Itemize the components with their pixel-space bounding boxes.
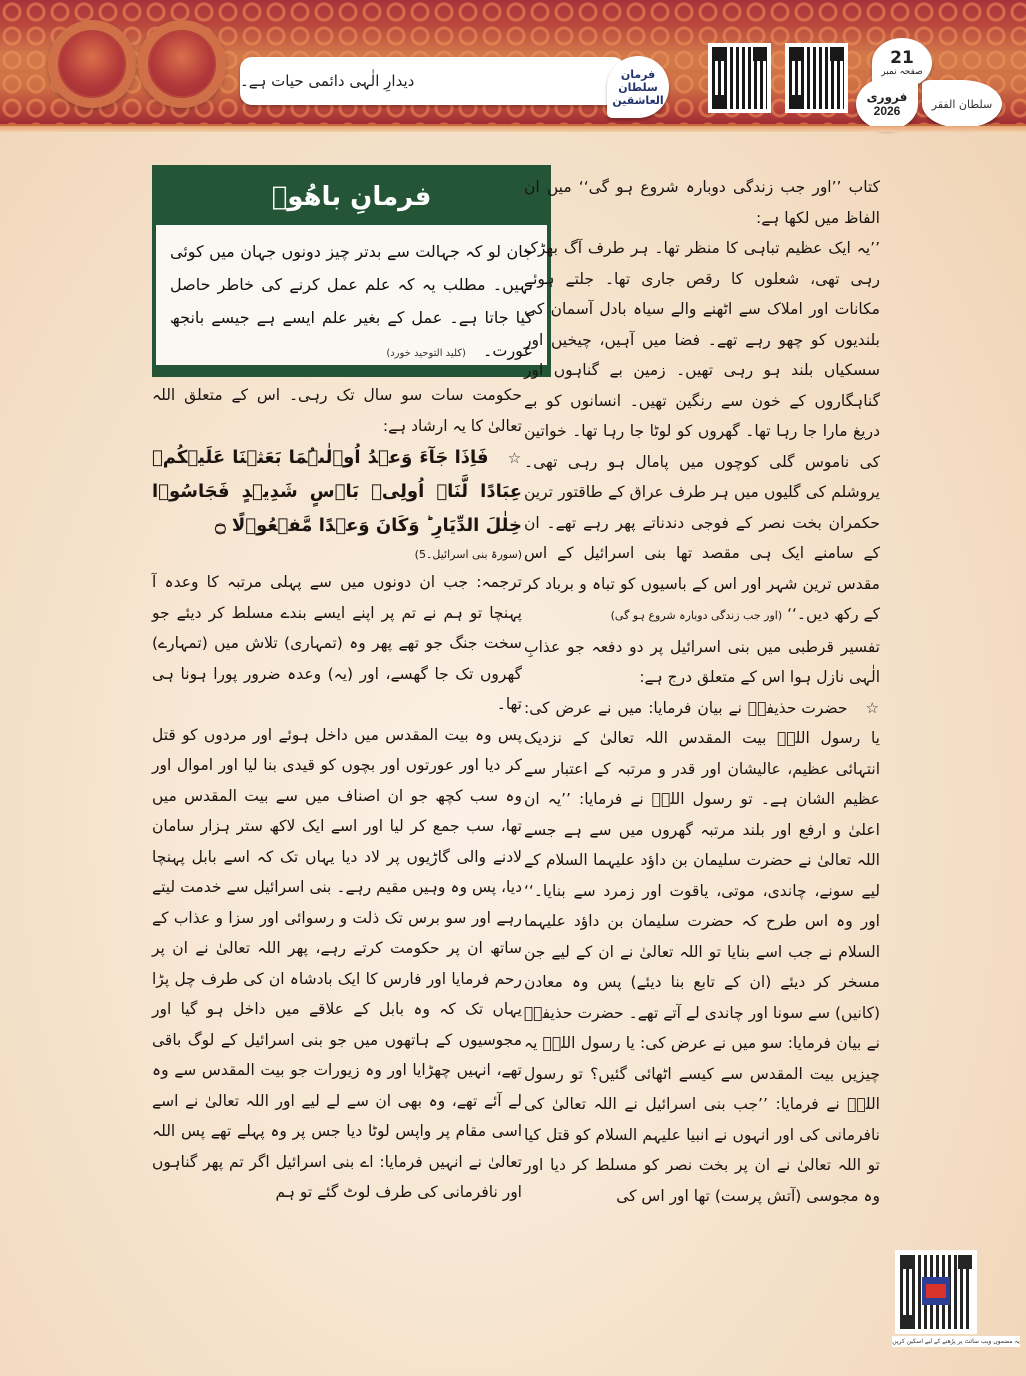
decorative-ring-icon — [48, 20, 136, 108]
paragraph-quote: ’’یہ ایک عظیم تباہی کا منظر تھا۔ ہر طرف آگ بھڑک رہی تھی، شعلوں کا رقص جاری تھا۔ جلتے ہوئے مکانات اور املاک سے اٹھنے والے سیاہ بادل آسمان کی بلندیوں کو چھو رہے تھے۔ فضا میں آہیں، چیخیں اور سسکیاں بلند ہو رہی تھیں۔ زمین بے گناہوں اور گناہگاروں کے خون سے رنگین تھیں۔ انسانوں کو بے دریغ مارا جا رہا تھا۔ گھروں کو لوٹا جا رہا تھا۔ خواتین کی ناموس گلی کوچوں میں پامال ہو رہی تھی۔ یروشلم کی گلیوں میں ہر طرف عراق کے طاقتور ترین حکمران بخت نصر کے فوجی دندناتے پھر رہے تھے۔ ان کے سامنے ایک ہی مقصد تھا بنی اسرائیل کے اس مقدس ترین شہر اور اس کے باسیوں کو تباہ و برباد کر کے رکھ دیں۔‘‘ (اور جب زندگی دوبارہ شروع ہو گی) — [524, 239, 880, 623]
paragraph: تفسیر قرطبی میں بنی اسرائیل پر دو دفعہ جو عذابِ الٰہی نازل ہوا اس کے متعلق درج ہے: — [524, 637, 880, 686]
article-qr-code-icon[interactable] — [895, 1250, 977, 1334]
star-icon: ☆ — [865, 698, 880, 717]
translation: ترجمہ: جب ان دونوں میں سے پہلی مرتبہ کا وعدہ آ پہنچا تو ہم نے تم پر اپنے ایسے بندے مسلط کر دیئے جو سخت جنگ جو تھے پھر وہ (تمہاری) تلاش میں (تمہارے) گھروں تک جا گھسے، اور (یہ) وعدہ ضرور پورا ہونا ہی تھا۔ — [152, 573, 522, 713]
farman-title: فرمانِ باھُوؒ — [271, 182, 432, 212]
farman-reference: (کلید التوحید خورد) — [386, 348, 466, 359]
paragraph: کتاب ’’اور جب زندگی دوبارہ شروع ہو گی‘‘ میں ان الفاظ میں لکھا ہے: — [524, 178, 880, 227]
paragraph: حکومت سات سو سال تک رہی۔ اس کے متعلق اللہ تعالیٰ کا یہ ارشاد ہے: — [152, 386, 522, 435]
quote-banner — [240, 57, 625, 105]
magazine-logo-icon — [922, 1277, 950, 1305]
decorative-ring-icon — [138, 20, 226, 108]
farman-text: جان لو کہ جہالت سے بدتر چیز دونوں جہان میں کوئی نہیں۔ مطلب یہ کہ علم عمل کرنے کی خاطر حاصل کیا جاتا ہے۔ عمل کے بغیر علم ایسے ہے جیسے بانجھ عورت۔ — [170, 242, 533, 360]
left-column — [152, 380, 522, 1208]
issue-year: 2026 — [873, 104, 901, 118]
page-number-label: صفحہ نمبر — [881, 66, 923, 77]
right-column — [524, 172, 880, 1211]
issue-date-badge — [856, 78, 918, 130]
header-band — [0, 0, 1026, 128]
farman-body — [156, 225, 547, 365]
verse-reference: (سورۃ بنی اسرائیل۔5) — [414, 548, 522, 561]
qr-code-icon[interactable] — [785, 43, 848, 113]
quran-verse: ☆ فَاِذَا جَآءَ وَعۡدُ اُوۡلٰىہُمَا بَعَثۡنَا عَلَيۡكُمۡ عِبَادًا لَّنَاۤ اُولِىۡ بَاۡسٍ شَدِيۡدٍ فَجَاسُوۡا خِلٰلَ الدِّيَارِ ؕ وَكَانَ وَعۡدًا مَّفۡعُوۡلًا ۝ — [152, 447, 522, 536]
page-number: 21 — [890, 47, 914, 68]
quote-reference: (اور جب زندگی دوبارہ شروع ہو گی) — [610, 609, 783, 622]
banner-text: دیدارِ الٰہی دائمی حیات ہے۔ — [240, 72, 415, 90]
farman-badge — [607, 56, 669, 118]
farman-box — [152, 165, 551, 377]
magazine-logo-badge — [922, 80, 1002, 128]
qr-caption: یہ مضمون ویب سائٹ پر پڑھنے کے لیے اسکین کریں — [892, 1338, 1020, 1345]
issue-month: فروری — [866, 90, 908, 104]
qr-code-icon[interactable] — [708, 43, 771, 113]
magazine-name: سلطان الفقر — [931, 97, 993, 111]
paragraph: پس وہ بیت المقدس میں داخل ہوئے اور مردوں کو قتل کر دیا اور عورتوں اور بچوں کو قیدی بنا لیا اور اموال اور وہ سب کچھ جو ان اصناف میں سے بیت المقدس میں تھا، سب جمع کر لیا اور اسے ایک لاکھ ستر ہزار سامان لادنے والی گاڑیوں پر لاد دیا یہاں تک کہ اسے بابل پہنچا دیا، پس وہ وہیں مقیم رہے۔ بنی اسرائیل سے خدمت لیتے رہے اور سو برس تک ذلت و رسوائی اور سزا و عذاب کے ساتھ ان پر حکومت کرتے رہے، پھر اللہ تعالیٰ نے ان پر رحم فرمایا اور فارس کا ایک بادشاہ ان کی طرف چل پڑا یہاں تک کہ وہ بابل کے علاقے میں داخل ہو گیا اور مجوسیوں کے ہاتھوں میں جو بنی اسرائیل کے لوگ باقی تھے، انہیں چھڑایا اور وہ زیورات جو بیت المقدس سے وہ لے آئے تھے، وہ بھی ان سے لے لیے اور اللہ تعالیٰ نے اسے اسی مقام پر واپس لوٹا دیا جس پر وہ پہلے تھے پس اللہ تعالیٰ نے انہیں فرمایا: اے بنی اسرائیل اگر تم پھر گناہوں اور نافرمانی کی طرف لوٹ گئے تو ہم — [152, 725, 522, 1201]
farman-badge-line1: فرمان — [620, 67, 656, 81]
paragraph-hadith: ☆ حضرت حذیفہؓ نے بیان فرمایا: میں نے عرض کی: یا رسول اللہؐ بیت المقدس اللہ تعالیٰ کے نزدیک انتہائی عظیم، عالیشان اور قدر و مرتبہ کے اعتبار سے عظیم الشان ہے۔ تو رسول اللہؐ نے فرمایا: ’’یہ ان اعلیٰ و ارفع اور بلند مرتبہ گھروں میں سے ہے جسے اللہ تعالیٰ نے حضرت سلیمان بن داؤد علیہما السلام کے لیے سونے، چاندی، موتی، یاقوت اور زمرد سے بنایا۔‘‘ اور وہ اس طرح کہ حضرت سلیمان بن داؤد علیہما السلام نے جب اسے بنایا تو اللہ تعالیٰ نے ان کے لیے جن مسخر کر دیئے (ان کے تابع بنا دیئے) پس وہ معادن (کانیں) سے سونا اور چاندی لے آتے تھے۔ حضرت حذیفہؓ نے بیان فرمایا: سو میں نے عرض کی: یا رسول اللہؐ یہ چیزیں بیت المقدس سے کیسے اٹھائی گئیں؟ تو رسول اللہؐ نے فرمایا: ’’جب بنی اسرائیل نے اللہ تعالیٰ کی نافرمانی کی اور انہوں نے انبیا علیہم السلام کو قتل کیا تو اللہ تعالیٰ نے ان پر بخت نصر کو مسلط کر دیا اور وہ مجوسی (آتش پرست) تھا اور اس کی — [524, 698, 880, 1205]
star-icon: ☆ — [507, 449, 522, 467]
farman-badge-line2: سلطان العاشقین — [612, 80, 664, 107]
